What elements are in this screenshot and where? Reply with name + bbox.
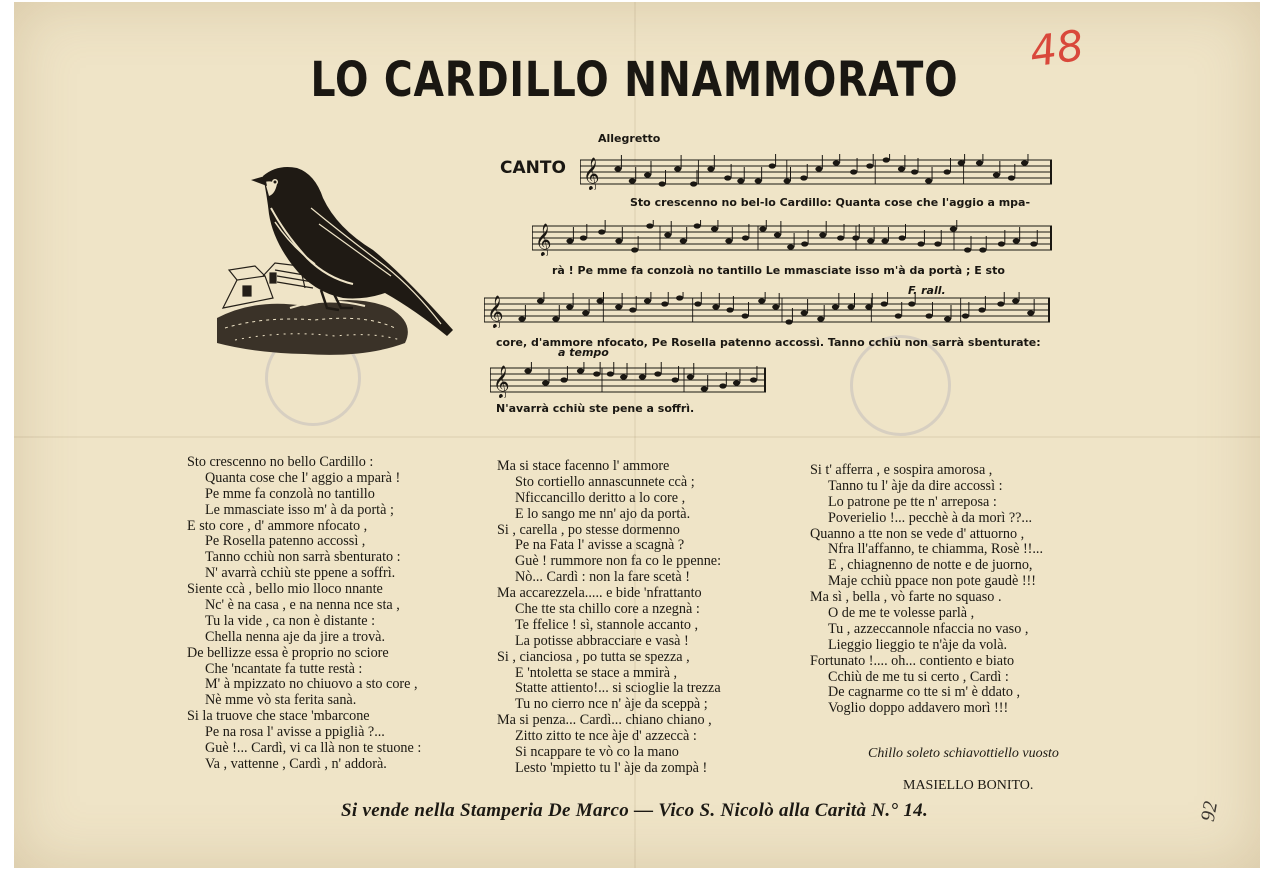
staff-1 [580,154,1052,190]
music-note [1027,310,1034,315]
music-note [750,377,757,382]
music-note [1008,175,1015,180]
music-note [758,298,765,303]
music-note [962,313,969,318]
music-note [646,223,653,228]
music-note [607,371,614,376]
verse-line: Siente ccà , bello mio lloco nnante [187,581,383,598]
verse-line: Quanta cose che l' aggio a mparà ! [205,469,401,486]
verse-line: Lieggio lieggio te n'àje da volà. [828,636,1008,653]
music-lyric-line-4: N'avarrà cchiù ste pene a soffrì. [496,402,695,415]
verse-line: Tanno tu l' àje da dire accossì : [828,477,1003,494]
verse-line: Nè mme vò sta ferita sanà. [205,692,357,709]
staff-4 [490,362,766,398]
music-note [848,304,855,309]
music-note [552,316,559,321]
verse-line: Lesto 'mpietto tu l' àje da zompà ! [515,759,708,776]
music-note [817,316,824,321]
music-note [566,238,573,243]
music-note [769,163,776,168]
verse-line: Nficcancillo deritto a lo core , [515,489,686,506]
music-note [644,298,651,303]
music-note [934,241,941,246]
verse-line: Ma accarezzela..... e bide 'nfrattanto [497,585,702,602]
music-note [537,298,544,303]
music-note [993,172,1000,177]
verse-line: Che 'ncantate fa tutte restà : [205,660,363,677]
music-note [639,374,646,379]
music-note [944,316,951,321]
verse-line: Pe Rosella patenno accossì , [205,533,366,550]
verse-line: Sto crescenno no bello Cardillo : [187,454,374,470]
verse-line: Chella nenna aje da jire a trovà. [205,628,386,645]
music-note [615,238,622,243]
verse-line: Tu , azzeccannole nfaccia no vaso , [828,620,1029,637]
music-note [593,371,600,376]
music-score [480,120,1060,420]
music-note [755,178,762,183]
music-note [644,172,651,177]
verse-line: O de me te volesse parlà , [828,605,975,622]
music-note [518,316,525,321]
music-note [742,313,749,318]
music-note [964,247,971,252]
treble-clef-icon: 𝄞 [535,223,552,256]
side-archive-number: 92 [1196,799,1223,824]
verse-line: Pe na Fata l' avisse a scagnà ? [515,537,685,554]
verse-line: Pe mme fa conzolà no tantillo [205,485,375,502]
verse-column-1 [187,455,421,773]
music-note [659,181,666,186]
music-note [694,223,701,228]
verse-line: Cchiù de me tu si certo , Cardì : [828,668,1009,685]
music-note [866,163,873,168]
music-note [852,235,859,240]
music-note [694,301,701,306]
tempo-marking: Allegretto [598,132,661,145]
music-note [950,226,957,231]
voice-part-label: CANTO [500,158,566,178]
verse-line: Tanno cchiù non sarrà sbenturato : [205,549,401,566]
verse-line: Si , cianciosa , po tutta se spezza , [497,648,690,665]
music-note [785,319,792,324]
verse-line: N' avarrà cchiù ste ppene a soffrì. [205,565,396,582]
verse-line: Tu la vide , ca non è distante : [205,612,376,629]
music-note [958,160,965,165]
music-note [908,301,915,306]
music-note [701,386,708,391]
music-note [801,241,808,246]
music-lyric-line-2: rà ! Pe mme fa conzolà no tantillo Le mmasciate isso m'à da portà ; E sto [552,264,1005,277]
treble-clef-icon: 𝄞 [487,295,504,328]
music-note [598,229,605,234]
verse-line: Voglio doppo addavero morì !!! [828,700,1009,717]
verse-line: La potisse abbracciare e vasà ! [515,632,689,649]
music-note [712,304,719,309]
music-note [867,238,874,243]
music-note [819,232,826,237]
verse-line: Zitto zitto te nce àje d' azzeccà : [515,728,697,745]
music-note [917,241,924,246]
music-note [978,307,985,312]
music-note [1021,160,1028,165]
music-note [979,247,986,252]
music-note [1030,241,1037,246]
staff-2 [532,220,1052,256]
verse-line: Ma si stace facenno l' ammore [497,458,670,474]
music-note [676,295,683,300]
verse-line: Guè !... Cardì, vi ca llà non te stuone : [205,740,422,757]
music-note [895,313,902,318]
music-note [742,235,749,240]
music-note [815,166,822,171]
music-note [833,160,840,165]
music-note [724,175,731,180]
music-note [614,166,621,171]
goldfinch-illustration [215,158,470,363]
branch-foliage [217,300,408,355]
verse-line: E , chiagnenno de notte e de juorno, [828,557,1033,574]
music-note [1012,298,1019,303]
verse-line: Fortunato !.... oh... contiento e biato [810,652,1015,669]
music-note [898,166,905,171]
music-note [674,166,681,171]
rallentando-marking: F. rall. [908,284,946,297]
verse-line: Le mmasciate isso m' à da portà ; [205,501,394,518]
music-note [582,310,589,315]
music-note [629,307,636,312]
verse-line: Tu no cierro nce n' àje da sceppà ; [515,696,708,713]
verse-line: Si ncappare te vò co la mano [515,744,679,761]
music-note [944,169,951,174]
music-note [837,235,844,240]
verse-line: Quanno a tte non se vede d' attuorno , [810,525,1025,542]
verse-line: Nfra ll'affanno, te chiamma, Rosè !!... [828,541,1044,558]
verse-line: Nò... Cardì : non la fare scetà ! [515,569,690,586]
music-note [631,247,638,252]
music-note [733,380,740,385]
music-note [784,178,791,183]
verse-line: Che tte sta chillo core a nzegnà : [515,601,700,618]
music-note [759,226,766,231]
verse-line: Nc' è na casa , e na nenna nce sta , [205,597,400,614]
music-note [711,226,718,231]
music-note [1013,238,1020,243]
music-note [925,178,932,183]
music-note [925,313,932,318]
music-note [726,307,733,312]
music-note [800,175,807,180]
music-note [865,304,872,309]
music-note [560,377,567,382]
verse-line: Sto cortiello annascunnete ccà ; [515,473,695,490]
verse-line: M' à mpizzato no chiuovo a sto core , [205,676,418,693]
verse-line: Lo patrone pe tte n' arreposa : [828,493,997,510]
music-note [719,383,726,388]
staff-3 [484,292,1050,328]
music-note [580,235,587,240]
music-lyric-line-3: core, d'ammore nfocato, Pe Rosella patenno accossì. Tanno cchiù non sarrà sbenturate: [496,336,1041,349]
verse-line: Va , vattenne , Cardì , n' addorà. [205,755,387,772]
music-note [997,301,1004,306]
treble-clef-icon: 𝄞 [583,157,600,190]
verse-line: Maje cchiù ppace non pote gaudè !!! [828,573,1036,590]
verse-line: E lo sango me nn' ajo da portà. [515,505,691,522]
verse-line: Si t' afferra , e sospira amorosa , [810,462,993,478]
music-note [772,304,779,309]
verse-line: Ma sì , bella , vò farte no squaso . [810,589,1002,606]
verse-line: Poverielio !... pecchè à da morì ??... [828,509,1033,526]
music-note [899,235,906,240]
verse-line: Statte attiento!... si scioglie la trezza [515,680,721,697]
music-note [597,298,604,303]
music-note [654,371,661,376]
music-note [615,304,622,309]
music-note [672,377,679,382]
verse-line: Si la truove che stace 'mbarcone [187,708,370,725]
music-note [566,304,573,309]
a-tempo-marking: a tempo [558,346,609,359]
music-note [911,169,918,174]
verse-line: E 'ntoletta se stace a mmirà , [515,664,678,681]
music-lyric-line-1: Sto crescenno no bel-lo Cardillo: Quanta cose che l'aggio a mpa- [630,196,1031,209]
music-note [707,166,714,171]
music-note [774,232,781,237]
music-note [661,301,668,306]
verse-line: De bellizze essa è proprio no sciore [187,644,389,661]
music-note [787,244,794,249]
music-note [620,374,627,379]
music-note [664,232,671,237]
paper-fold-horizontal [14,436,1260,438]
verse-line: E sto core , d' ammore nfocato , [187,517,368,534]
music-note [725,238,732,243]
verse-line: Te ffelice ! sì, stannole accanto , [515,616,699,633]
music-note [883,157,890,162]
music-note [998,241,1005,246]
song-title: LO CARDILLO NNAMMORATO [310,52,959,108]
music-note [524,368,531,373]
music-note [976,160,983,165]
verse-line: Si , carella , po stesse dormenno [497,521,680,538]
verse-line: Ma si penza... Cardì... chiano chiano , [497,712,712,729]
author-name: MASIELLO BONITO. [903,778,1034,793]
verse-line: De cagnarme co tte si m' è ddato , [828,684,1021,701]
music-note [690,181,697,186]
music-note [850,169,857,174]
music-note [629,178,636,183]
catalog-number: 48 [1026,20,1087,77]
verse-line: Pe na rosa l' avisse a ppiglià ?... [205,724,385,741]
music-note [542,380,549,385]
signature-line: Chillo soleto schiavottiello vuosto [868,746,1059,761]
verse-column-3 [810,463,1043,717]
music-note [577,368,584,373]
music-note [832,304,839,309]
verse-column-2 [497,459,721,777]
verse-line: Guè ! rummore non fa co le ppenne: [515,553,722,570]
treble-clef-icon: 𝄞 [493,365,510,398]
music-note [680,238,687,243]
music-note [881,301,888,306]
music-note [801,310,808,315]
music-note [687,374,694,379]
music-note [737,178,744,183]
printer-imprint: Si vende nella Stamperia De Marco — Vico S. Nicolò alla Carità N.° 14. [341,800,928,821]
music-note [881,238,888,243]
